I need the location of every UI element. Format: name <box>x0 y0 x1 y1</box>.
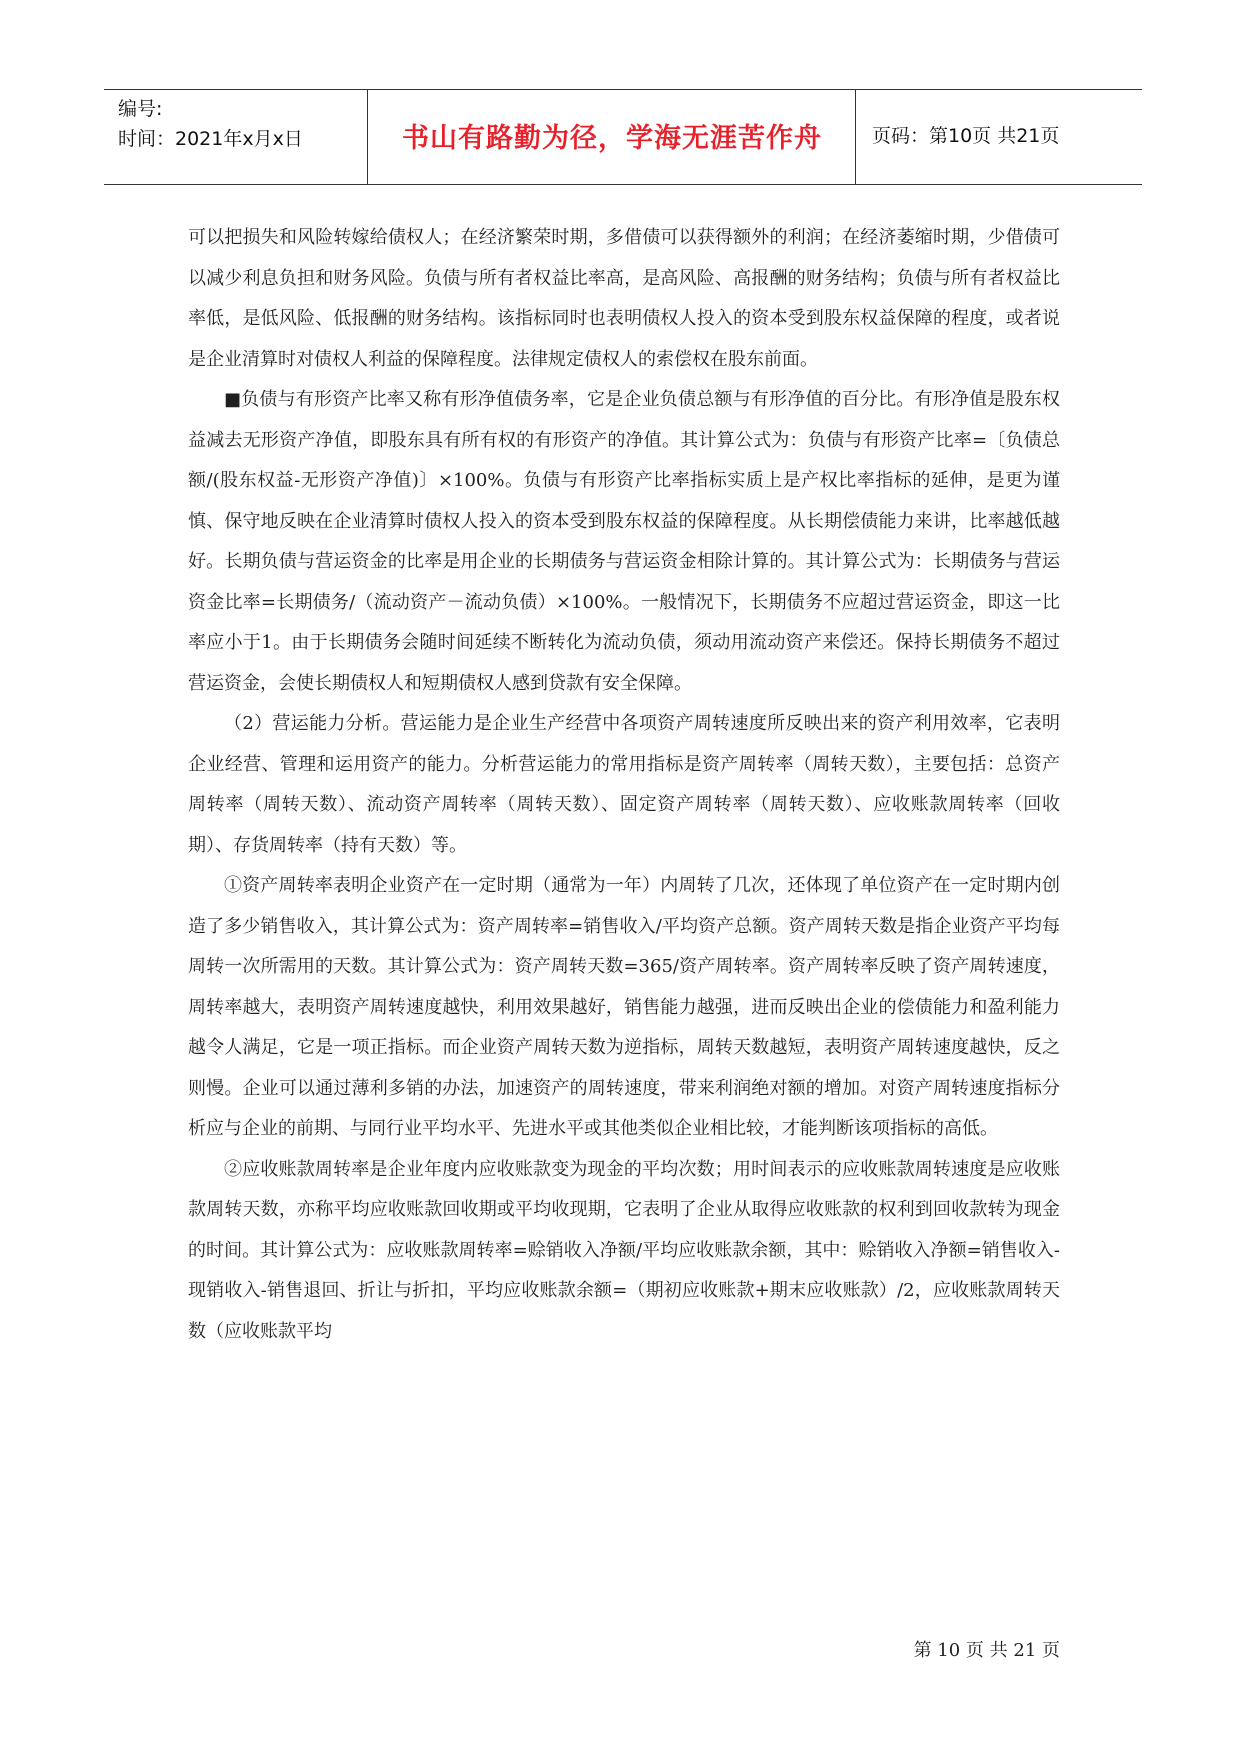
page-footer: 第 10 页 共 21 页 <box>913 1640 1060 1661</box>
header-divider <box>367 90 368 184</box>
paragraph: 可以把损失和风险转嫁给债权人；在经济繁荣时期，多借债可以获得额外的利润；在经济萎缩时期，少借债可以减少利息负担和财务风险。负债与所有者权益比率高，是高风险、高报酬的财务结构；负债与所有者权益比率低，是低风险、低报酬的财务结构。该指标同时也表明债权人投入的资本受到股东权益保障的程度，或者说是企业清算时对债权人利益的保障程度。法律规定债权人的索偿权在股东前面。 <box>188 227 1060 370</box>
paragraph: ■负债与有形资产比率又称有形净值债务率，它是企业负债总额与有形净值的百分比。有形净值是股东权益减去无形资产净值，即股东具有所有权的有形资产的净值。其计算公式为：负债与有形资产比率=〔负债总额/(股东权益-无形资产净值)〕×100%。负债与有形资产比率指标实质上是产权比率指标的延伸，是更为谨慎、保守地反映在企业清算时债权人投入的资本受到股东权益的保障程度。从长期偿债能力来讲，比率越低越好。长期负债与营运资金的比率是用企业的长期债务与营运资金相除计算的。其计算公式为：长期债务与营运资金比率=长期债务/（流动资产－流动负债）×100%。一般情况下，长期债务不应超过营运资金，即这一比率应小于1。由于长期债务会随时间延续不断转化为流动负债，须动用流动资产来偿还。保持长期债务不超过营运资金，会使长期债权人和短期债权人感到贷款有安全保障。 <box>188 389 1060 694</box>
header-divider <box>855 90 856 184</box>
paragraph: ②应收账款周转率是企业年度内应收账款变为现金的平均次数；用时间表示的应收账款周转速度是应收账款周转天数，亦称平均应收账款回收期或平均收现期，它表明了企业从取得应收账款的权利到回收款转为现金的时间。其计算公式为：应收账款周转率=赊销收入净额/平均应收账款余额，其中：赊销收入净额=销售收入-现销收入-销售退回、折让与折扣，平均应收账款余额=（期初应收账款+期末应收账款）/2，应收账款周转天数（应收账款平均 <box>188 1158 1060 1342</box>
document-body <box>188 218 1060 1352</box>
page-header <box>104 89 1142 185</box>
paragraph: （2）营运能力分析。营运能力是企业生产经营中各项资产周转速度所反映出来的资产利用效率，它表明企业经营、管理和运用资产的能力。分析营运能力的常用指标是资产周转率（周转天数），主要包括：总资产周转率（周转天数）、流动资产周转率（周转天数）、固定资产周转率（周转天数）、应收账款周转率（回收期）、存货周转率（持有天数）等。 <box>188 713 1060 856</box>
header-page-number: 页码：第10页 共21页 <box>872 125 1060 147</box>
document-number-label: 编号: <box>118 98 163 120</box>
header-motto: 书山有路勤为径，学海无涯苦作舟 <box>402 123 822 154</box>
document-time-label: 时间：2021年x月x日 <box>118 128 303 150</box>
paragraph: ①资产周转率表明企业资产在一定时期（通常为一年）内周转了几次，还体现了单位资产在一定时期内创造了多少销售收入，其计算公式为：资产周转率=销售收入/平均资产总额。资产周转天数是指企业资产平均每周转一次所需用的天数。其计算公式为：资产周转天数=365/资产周转率。资产周转率反映了资产周转速度，周转率越大，表明资产周转速度越快，利用效果越好，销售能力越强，进而反映出企业的偿债能力和盈利能力越令人满足，它是一项正指标。而企业资产周转天数为逆指标，周转天数越短，表明资产周转速度越快，反之则慢。企业可以通过薄利多销的办法，加速资产的周转速度，带来利润绝对额的增加。对资产周转速度指标分析应与企业的前期、与同行业平均水平、先进水平或其他类似企业相比较，才能判断该项指标的高低。 <box>188 875 1060 1139</box>
